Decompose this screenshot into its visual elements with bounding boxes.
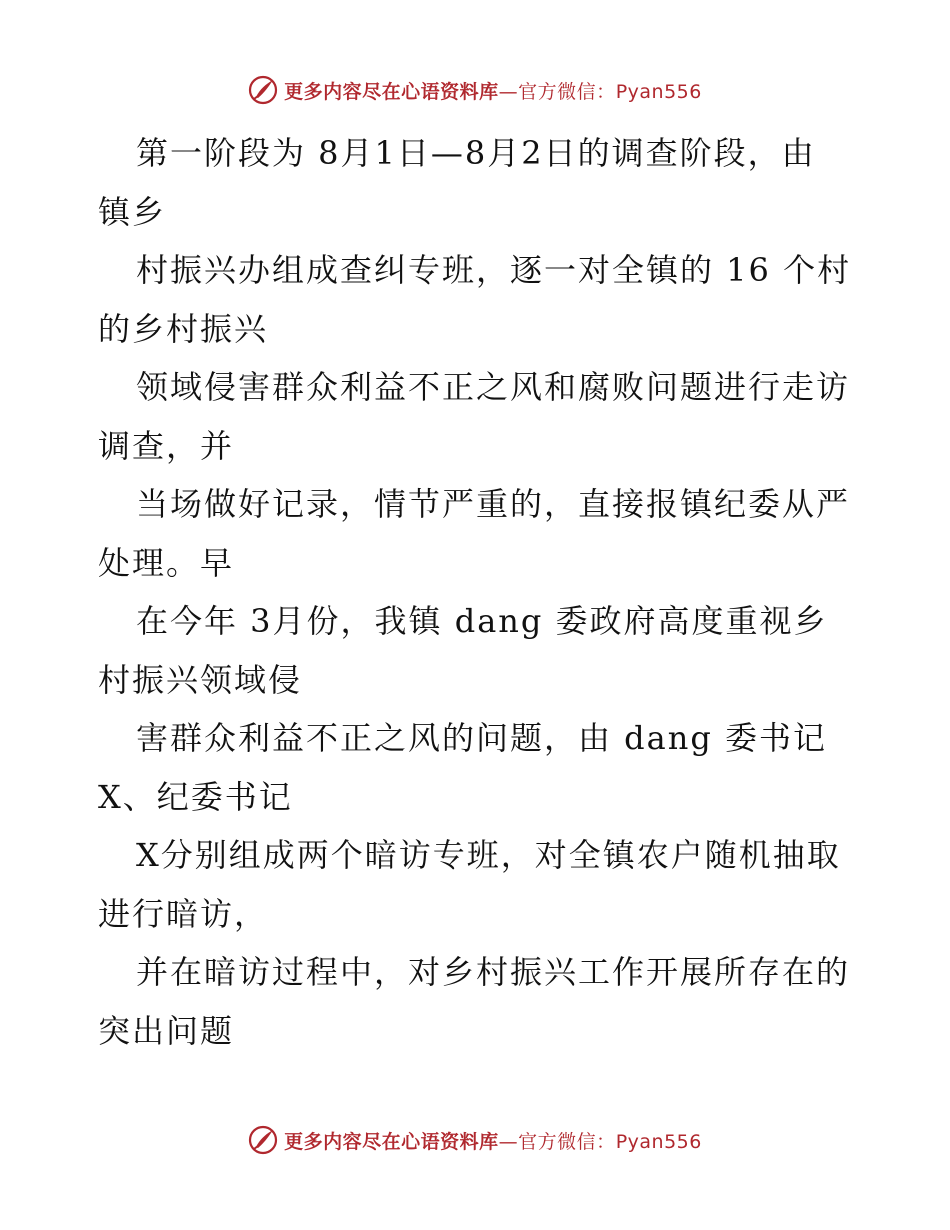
footer-text xyxy=(284,1127,702,1154)
line-text: 领域侵害群众利益不正之风和腐败问题进行走访 xyxy=(136,368,851,406)
paragraph-line xyxy=(98,592,858,709)
paragraph-line xyxy=(98,475,858,592)
line-text: 当场做好记录，情节严重的，直接报镇纪委从严 xyxy=(136,485,851,523)
footer-banner xyxy=(0,1120,950,1160)
header-dash: — xyxy=(498,80,519,103)
line-continuation: 处理。早 xyxy=(98,543,235,582)
paragraph-line xyxy=(98,826,858,943)
line-continuation: 村振兴领域侵 xyxy=(98,660,303,699)
footer-wechat-id: Pyan556 xyxy=(615,1130,702,1153)
document-body xyxy=(98,124,858,1060)
line-text: 并在暗访过程中，对乡村振兴工作开展所存在的 xyxy=(136,953,851,991)
header-wechat-label: 官方微信： xyxy=(518,80,616,103)
paragraph-line xyxy=(98,943,858,1060)
line-text: X分别组成两个暗访专班，对全镇农户随机抽取 xyxy=(136,836,841,874)
paragraph-line xyxy=(98,709,858,826)
line-continuation: 进行暗访， xyxy=(98,894,269,933)
paragraph-line xyxy=(98,358,858,475)
header-text xyxy=(284,77,702,104)
line-continuation: 调查，并 xyxy=(98,426,235,465)
quill-logo-icon xyxy=(248,1125,278,1155)
footer-site-name: 更多内容尽在心语资料库 xyxy=(284,1130,499,1153)
footer-wechat-label: 官方微信： xyxy=(518,1130,616,1153)
paragraph-line xyxy=(98,124,858,241)
line-continuation: 镇乡 xyxy=(98,192,167,231)
line-text: 第一阶段为 8月1日—8月2日的调查阶段，由 xyxy=(136,134,816,172)
line-continuation: X、纪委书记 xyxy=(98,777,293,816)
line-text: 村振兴办组成查纠专班，逐一对全镇的 16 个村 xyxy=(136,251,852,289)
line-continuation: 的乡村振兴 xyxy=(98,309,269,348)
paragraph-line xyxy=(98,241,858,358)
header-wechat-id: Pyan556 xyxy=(615,80,702,103)
header-site-name: 更多内容尽在心语资料库 xyxy=(284,80,499,103)
line-text: 害群众利益不正之风的问题，由 dang 委书记 xyxy=(136,719,828,757)
line-text: 在今年 3月份，我镇 dang 委政府高度重视乡 xyxy=(136,602,828,640)
quill-logo-icon xyxy=(248,75,278,105)
header-banner xyxy=(0,70,950,110)
footer-dash: — xyxy=(498,1130,519,1153)
line-continuation: 突出问题 xyxy=(98,1011,235,1050)
